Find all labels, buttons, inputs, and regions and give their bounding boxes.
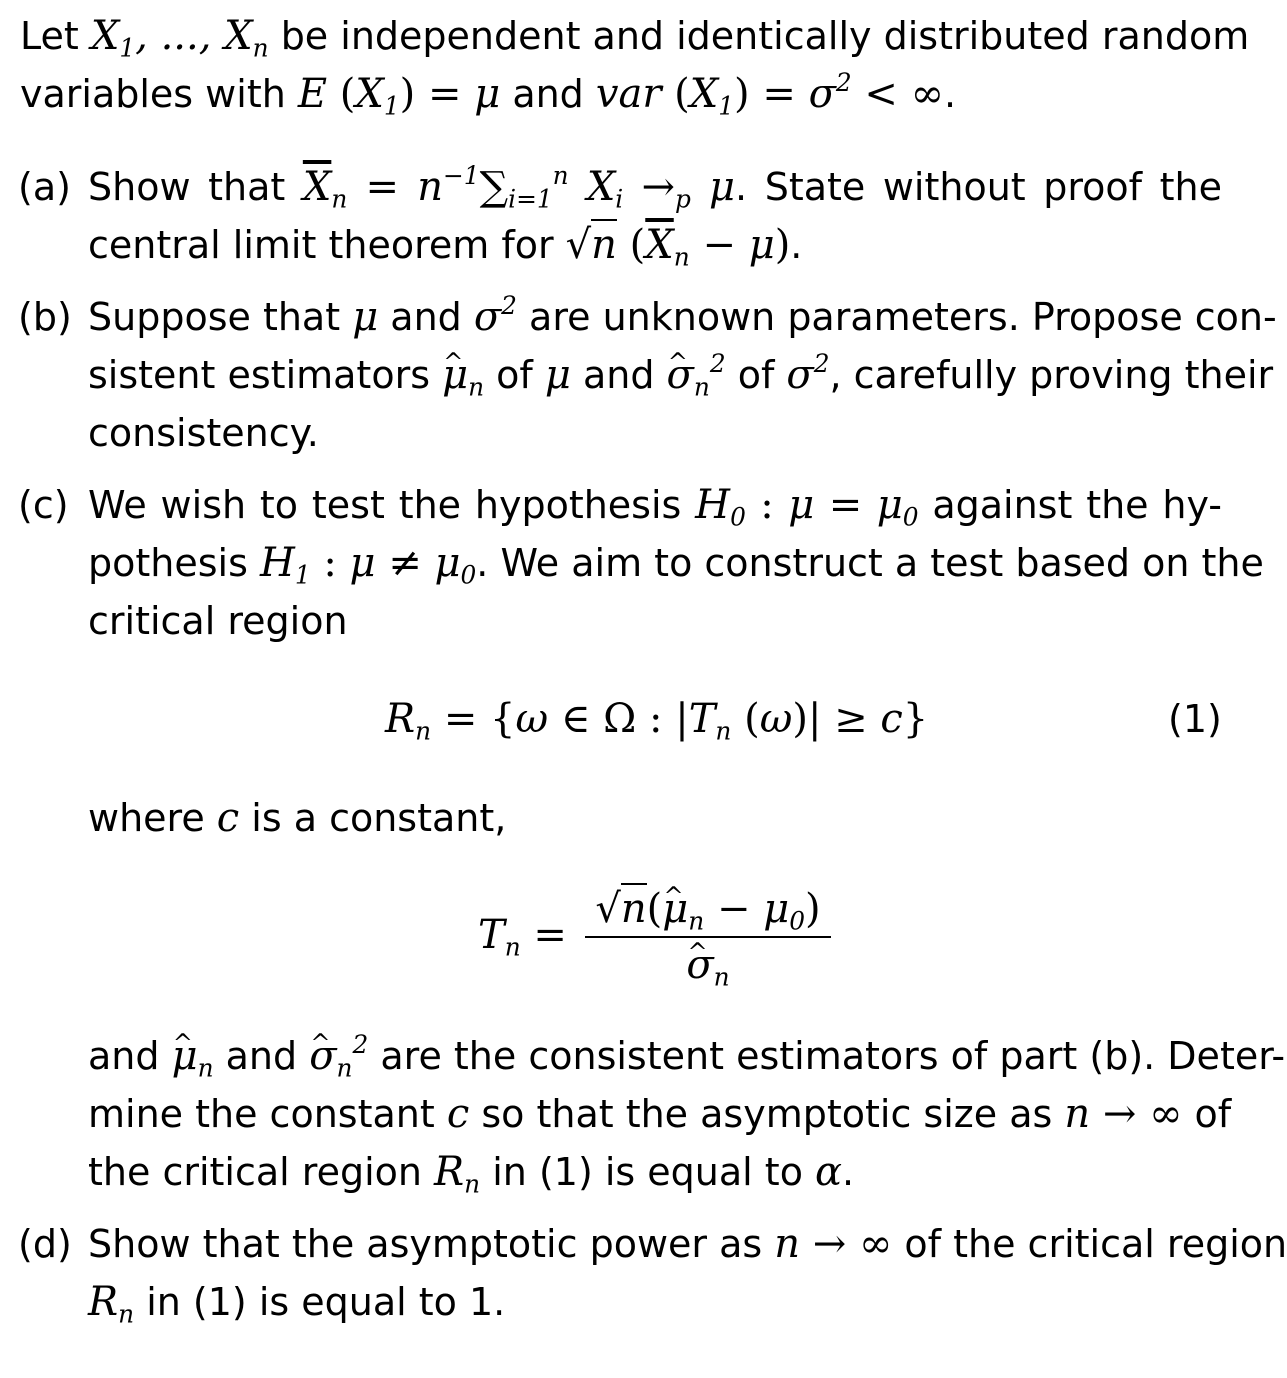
math-sigma-squared: $\sigma^2$ — [786, 348, 830, 398]
text: and — [88, 1034, 172, 1078]
text: are unknown parameters. Propose con- — [516, 295, 1277, 339]
math-region-rn: $R_n$ — [434, 1149, 481, 1199]
math-n-to-infinity: n → ∞ — [1064, 1091, 1183, 1137]
text: sistent estimators — [88, 353, 443, 397]
math-mu: μ — [352, 294, 379, 340]
math-alt-hypothesis: $H_1$ : $\mu \ne \mu_0$ — [259, 540, 477, 590]
text: Let — [20, 14, 91, 58]
part-b-line-2 — [88, 348, 1274, 402]
text: are the consistent estimators of part (b). Deter- — [368, 1034, 1286, 1078]
text: central limit theorem for — [88, 223, 566, 267]
fraction-denominator: σ $\^{}_n$ — [585, 941, 831, 989]
math-clt-statistic: √n $(\overline{X}_n - \mu)$ — [566, 222, 791, 268]
text: and — [213, 1034, 310, 1078]
part-b-line-3: consistency. — [88, 411, 319, 455]
math-n-to-infinity: n → ∞ — [774, 1221, 893, 1267]
math-mu-hat: μ $\^{}_n$ — [442, 352, 484, 398]
text: and — [570, 353, 667, 397]
part-c-line-7 — [88, 1148, 855, 1199]
text: Suppose that — [88, 295, 353, 339]
equation-tn-fraction — [585, 885, 831, 992]
text: . State without proof the — [735, 165, 1222, 209]
part-c-line-1 — [88, 481, 1223, 532]
fraction-bar — [585, 936, 831, 938]
part-a-label: (a) — [18, 165, 71, 209]
text: . We aim to construct a test based on the — [476, 541, 1264, 585]
math-expectation: E $(X_1) = \mu$ — [297, 71, 501, 121]
math-sample-mean-convergence: $\overline{X}_n = n^{-1}\sum_{i=1}^n$ $X_i \to_p$ μ — [302, 160, 736, 214]
math-x1-to-xn: $X_1$, ..., $X_n$ — [90, 13, 269, 63]
text: and — [378, 295, 474, 339]
text: . — [842, 1150, 855, 1194]
text: so that the asymptotic size as — [469, 1092, 1065, 1136]
text: We wish to test the hypothesis — [88, 483, 696, 527]
text: Show that — [88, 165, 303, 209]
math-alpha: α — [815, 1149, 843, 1195]
text: against the hy- — [918, 483, 1223, 527]
math-mu-hat: μ $\^{}_n$ — [172, 1033, 214, 1079]
part-c-line-2 — [88, 539, 1264, 590]
equation-tn-lhs: $T_n$ = — [478, 912, 567, 962]
part-b-line-1 — [88, 290, 1277, 341]
equation-critical-region: $R_n = \{\omega$ ∈ Ω : $|T_n$ (ω)| ≥ c} — [385, 696, 929, 746]
math-region-rn: $R_n$ — [88, 1279, 135, 1329]
text: . — [943, 72, 957, 116]
fraction-numerator: √n(μ $\^{}_n - \mu_0$) — [585, 885, 831, 933]
part-d-line-1 — [88, 1220, 1287, 1268]
math-c: c — [216, 795, 240, 841]
text: , carefully proving their — [829, 353, 1274, 397]
text: in (1) is equal to — [480, 1150, 816, 1194]
math-sigma-hat-squared: σ $\^{}_n^2$ — [309, 1033, 368, 1079]
part-d-line-2 — [88, 1278, 506, 1329]
text: the critical region — [88, 1150, 435, 1194]
part-a-line-1 — [88, 160, 1222, 214]
text: mine the constant — [88, 1092, 447, 1136]
part-b-label: (b) — [18, 295, 72, 339]
text: is a constant, — [239, 796, 507, 840]
text: where — [88, 796, 217, 840]
text: of — [484, 353, 545, 397]
part-c-line-5 — [88, 1029, 1286, 1083]
part-c-line-4 — [88, 794, 506, 842]
part-a-line-2 — [88, 221, 803, 272]
text: of — [1182, 1092, 1232, 1136]
math-mu: μ — [544, 352, 571, 398]
math-c: c — [446, 1091, 470, 1137]
text: . — [790, 223, 803, 267]
part-d-label: (d) — [18, 1222, 72, 1266]
equation-number: (1) — [1168, 697, 1222, 741]
text: and — [500, 72, 596, 116]
text: of — [725, 353, 787, 397]
text: Show that the asymptotic power as — [88, 1222, 775, 1266]
text: in (1) is equal to 1. — [134, 1280, 506, 1324]
part-c-line-3: critical region — [88, 599, 348, 643]
math-sigma-hat-squared: σ $\^{}_n^2$ — [667, 352, 726, 398]
text: be independent and identically distributed random — [268, 14, 1250, 58]
intro-line-1 — [20, 12, 1250, 63]
text: pothesis — [88, 541, 260, 585]
math-null-hypothesis: $H_0$ : $\mu = \mu_0$ — [695, 482, 919, 532]
part-c-line-6 — [88, 1090, 1232, 1138]
intro-line-2 — [20, 67, 957, 121]
math-sigma-squared: $\sigma^2$ — [473, 290, 517, 340]
part-c-label: (c) — [18, 483, 69, 527]
text: variables with — [20, 72, 298, 116]
text: of the critical region — [892, 1222, 1287, 1266]
math-variance: var $(X_1) = \sigma^2$ < ∞ — [595, 67, 944, 121]
